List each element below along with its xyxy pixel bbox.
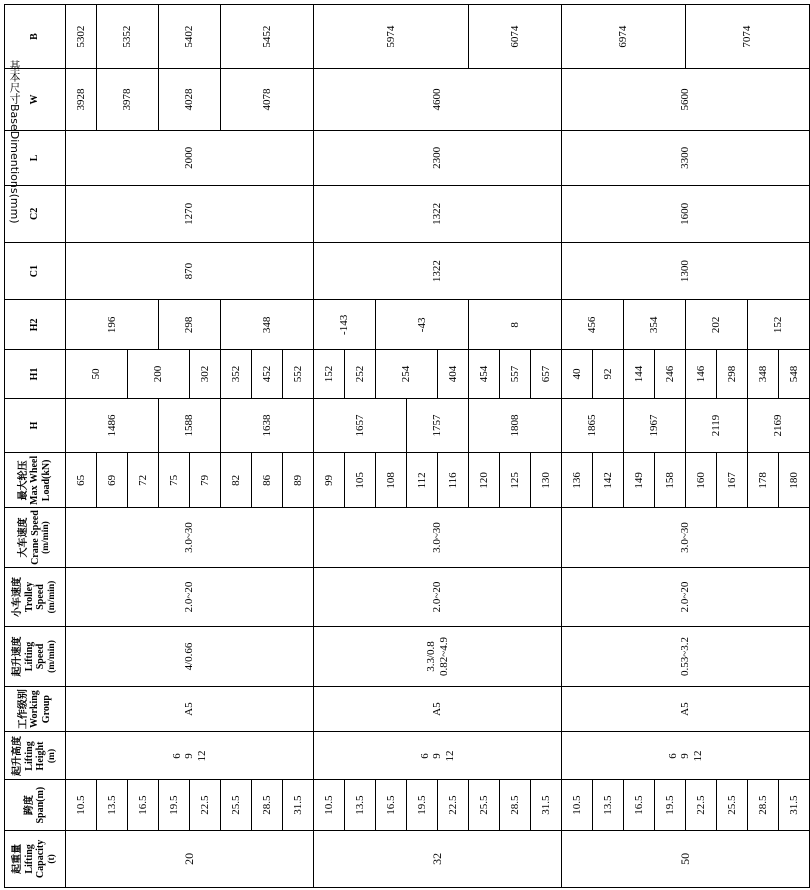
table-row	[66, 5, 97, 888]
col-header-unit: (t)	[46, 854, 57, 864]
col-header-H1	[5, 350, 66, 398]
cell-h: 1757	[407, 398, 469, 453]
cell-max-wheel-load: 180	[779, 453, 810, 508]
cell-l: 3300	[562, 130, 810, 185]
col-header-cn: 起重量	[12, 843, 24, 874]
cell-span: 22.5	[686, 780, 717, 830]
col-header-en: Lifting Capacity	[23, 839, 47, 879]
cell-capacity: 20	[66, 830, 314, 887]
col-header-unit: (m)	[46, 748, 57, 764]
col-header-tspeed	[5, 567, 66, 626]
cell-h1: 454	[469, 350, 500, 398]
col-header-cspeed	[5, 508, 66, 567]
cell-span: 22.5	[438, 780, 469, 830]
cell-h1: 252	[345, 350, 376, 398]
cell-span: 25.5	[717, 780, 748, 830]
col-header-en: Lifting Height	[23, 741, 47, 771]
cell-max-wheel-load: 142	[593, 453, 624, 508]
table-row	[562, 5, 593, 888]
cell-crane-speed: 3.0~30	[562, 508, 810, 567]
cell-span: 31.5	[531, 780, 562, 830]
cell-h1: 404	[438, 350, 469, 398]
cell-h1: 298	[717, 350, 748, 398]
cell-h2: 202	[686, 300, 748, 350]
cell-b: 6074	[469, 5, 562, 69]
cell-working-group: A5	[314, 686, 562, 732]
cell-h1: 352	[221, 350, 252, 398]
cell-max-wheel-load: 116	[438, 453, 469, 508]
cell-h: 1865	[562, 398, 624, 453]
cell-max-wheel-load: 125	[500, 453, 531, 508]
cell-max-wheel-load: 82	[221, 453, 252, 508]
col-header-cn: 小车速度	[12, 577, 24, 618]
cell-span: 16.5	[624, 780, 655, 830]
cell-span: 19.5	[407, 780, 438, 830]
sheet-side-label: 基本尺寸BaseDimentions(mm)	[8, 60, 21, 224]
cell-span: 28.5	[252, 780, 283, 830]
col-header-H	[5, 398, 66, 453]
cell-h1: 92	[593, 350, 624, 398]
cell-span: 13.5	[345, 780, 376, 830]
cell-h1: 152	[314, 350, 345, 398]
cell-max-wheel-load: 75	[159, 453, 190, 508]
cell-h: 1486	[66, 398, 159, 453]
cell-lifting-speed: 0.53~3.2	[562, 627, 810, 686]
cell-span: 28.5	[500, 780, 531, 830]
col-header-lift	[5, 732, 66, 780]
cell-h: 1967	[624, 398, 686, 453]
cell-h: 1657	[314, 398, 407, 453]
cell-h2: -43	[376, 300, 469, 350]
cell-h1: 50	[66, 350, 128, 398]
col-header-cap	[5, 830, 66, 887]
cell-h1: 657	[531, 350, 562, 398]
cell-max-wheel-load: 167	[717, 453, 748, 508]
col-header-cn: 大车速度	[18, 517, 30, 558]
cell-lifting-speed: 4/0.66	[66, 627, 314, 686]
cell-span: 10.5	[66, 780, 97, 830]
col-header-lspeed	[5, 627, 66, 686]
cell-max-wheel-load: 72	[128, 453, 159, 508]
col-header-en: H2	[29, 318, 41, 332]
col-header-en: W	[29, 94, 41, 105]
cell-h1: 200	[128, 350, 190, 398]
cell-h1: 254	[376, 350, 438, 398]
cell-max-wheel-load: 158	[655, 453, 686, 508]
cell-crane-speed: 3.0~30	[66, 508, 314, 567]
col-header-en: Max Wheel Load(kN)	[29, 455, 52, 505]
cell-max-wheel-load: 65	[66, 453, 97, 508]
cell-max-wheel-load: 99	[314, 453, 345, 508]
col-header-group	[5, 686, 66, 732]
col-header-C1	[5, 243, 66, 300]
cell-trolley-speed: 2.0~20	[562, 567, 810, 626]
cell-b: 5302	[66, 5, 97, 69]
col-header-en: Trolley Speed	[23, 581, 47, 613]
col-header-en: Crane Speed	[29, 510, 41, 565]
cell-b: 5974	[314, 5, 469, 69]
cell-w: 3928	[66, 69, 97, 131]
cell-trolley-speed: 2.0~20	[66, 567, 314, 626]
cell-crane-speed: 3.0~30	[314, 508, 562, 567]
cell-c2: 1322	[314, 185, 562, 242]
col-header-en: Working Group	[29, 690, 52, 728]
cell-span: 13.5	[593, 780, 624, 830]
cell-w: 5600	[562, 69, 810, 131]
cell-w: 4078	[221, 69, 314, 131]
cell-c2: 1270	[66, 185, 314, 242]
cell-h1: 557	[500, 350, 531, 398]
cell-max-wheel-load: 136	[562, 453, 593, 508]
col-header-cn: 跨度	[23, 795, 35, 816]
cell-span: 19.5	[655, 780, 686, 830]
cell-h1: 548	[779, 350, 810, 398]
cell-capacity: 32	[314, 830, 562, 887]
cell-c1: 870	[66, 243, 314, 300]
cell-max-wheel-load: 120	[469, 453, 500, 508]
cell-lifting-speed: 3.3/0.8 0.82~4.9	[314, 627, 562, 686]
cell-max-wheel-load: 149	[624, 453, 655, 508]
cell-h2: -143	[314, 300, 376, 350]
cell-h: 2169	[748, 398, 810, 453]
cell-c1: 1300	[562, 243, 810, 300]
cell-trolley-speed: 2.0~20	[314, 567, 562, 626]
cell-b: 5352	[97, 5, 159, 69]
cell-h: 1808	[469, 398, 562, 453]
col-header-en: H1	[29, 367, 41, 381]
cell-max-wheel-load: 160	[686, 453, 717, 508]
cell-w: 3978	[97, 69, 159, 131]
crane-specification-table	[4, 4, 810, 888]
cell-h: 1638	[221, 398, 314, 453]
cell-h1: 452	[252, 350, 283, 398]
cell-working-group: A5	[66, 686, 314, 732]
cell-h2: 8	[469, 300, 562, 350]
cell-c2: 1600	[562, 185, 810, 242]
cell-max-wheel-load: 112	[407, 453, 438, 508]
cell-span: 19.5	[159, 780, 190, 830]
cell-h1: 348	[748, 350, 779, 398]
cell-span: 25.5	[469, 780, 500, 830]
cell-max-wheel-load: 108	[376, 453, 407, 508]
table-row	[314, 5, 345, 888]
col-header-unit: (m/min)	[46, 580, 57, 614]
col-header-unit: (m/min)	[46, 640, 57, 673]
cell-h2: 456	[562, 300, 624, 350]
cell-b: 6974	[562, 5, 686, 69]
cell-w: 4028	[159, 69, 221, 131]
cell-span: 22.5	[190, 780, 221, 830]
col-header-unit: (m/min)	[41, 521, 52, 554]
cell-span: 16.5	[128, 780, 159, 830]
cell-h1: 40	[562, 350, 593, 398]
cell-h1: 246	[655, 350, 686, 398]
col-header-en: L	[29, 154, 41, 162]
cell-max-wheel-load: 178	[748, 453, 779, 508]
cell-b: 5452	[221, 5, 314, 69]
cell-l: 2000	[66, 130, 314, 185]
cell-h1: 146	[686, 350, 717, 398]
col-header-cn: 起升速度	[12, 636, 24, 677]
cell-l: 2300	[314, 130, 562, 185]
cell-max-wheel-load: 79	[190, 453, 221, 508]
col-header-cn: 最大轮压	[17, 460, 29, 501]
col-header-en: C1	[29, 264, 41, 278]
cell-h2: 348	[221, 300, 314, 350]
col-header-H2	[5, 300, 66, 350]
cell-b: 7074	[686, 5, 810, 69]
cell-span: 16.5	[376, 780, 407, 830]
cell-h: 1588	[159, 398, 221, 453]
cell-span: 13.5	[97, 780, 128, 830]
cell-span: 31.5	[779, 780, 810, 830]
cell-h2: 196	[66, 300, 159, 350]
cell-span: 10.5	[562, 780, 593, 830]
cell-lifting-height: 6 9 12	[66, 732, 314, 780]
cell-span: 10.5	[314, 780, 345, 830]
cell-working-group: A5	[562, 686, 810, 732]
col-header-en: H	[29, 421, 41, 430]
cell-lifting-height: 6 9 12	[562, 732, 810, 780]
cell-h1: 552	[283, 350, 314, 398]
col-header-wheel	[5, 453, 66, 508]
col-header-en: Lifting Speed	[23, 641, 47, 672]
col-header-en: C2	[29, 207, 41, 221]
cell-h2: 354	[624, 300, 686, 350]
cell-max-wheel-load: 69	[97, 453, 128, 508]
cell-max-wheel-load: 89	[283, 453, 314, 508]
cell-span: 31.5	[283, 780, 314, 830]
cell-h2: 298	[159, 300, 221, 350]
cell-span: 25.5	[221, 780, 252, 830]
cell-span: 28.5	[748, 780, 779, 830]
cell-lifting-height: 6 9 12	[314, 732, 562, 780]
col-header-span	[5, 780, 66, 830]
col-header-en: Span(m)	[35, 786, 46, 824]
cell-max-wheel-load: 130	[531, 453, 562, 508]
cell-b: 5402	[159, 5, 221, 69]
cell-c1: 1322	[314, 243, 562, 300]
cell-h: 2119	[686, 398, 748, 453]
cell-max-wheel-load: 86	[252, 453, 283, 508]
cell-h2: 152	[748, 300, 810, 350]
cell-h1: 144	[624, 350, 655, 398]
cell-capacity: 50	[562, 830, 810, 887]
cell-w: 4600	[314, 69, 562, 131]
cell-h1: 302	[190, 350, 221, 398]
col-header-cn: 起升高度	[12, 735, 24, 776]
cell-max-wheel-load: 105	[345, 453, 376, 508]
col-header-en: B	[29, 33, 41, 40]
col-header-cn: 工作级别	[17, 689, 29, 730]
